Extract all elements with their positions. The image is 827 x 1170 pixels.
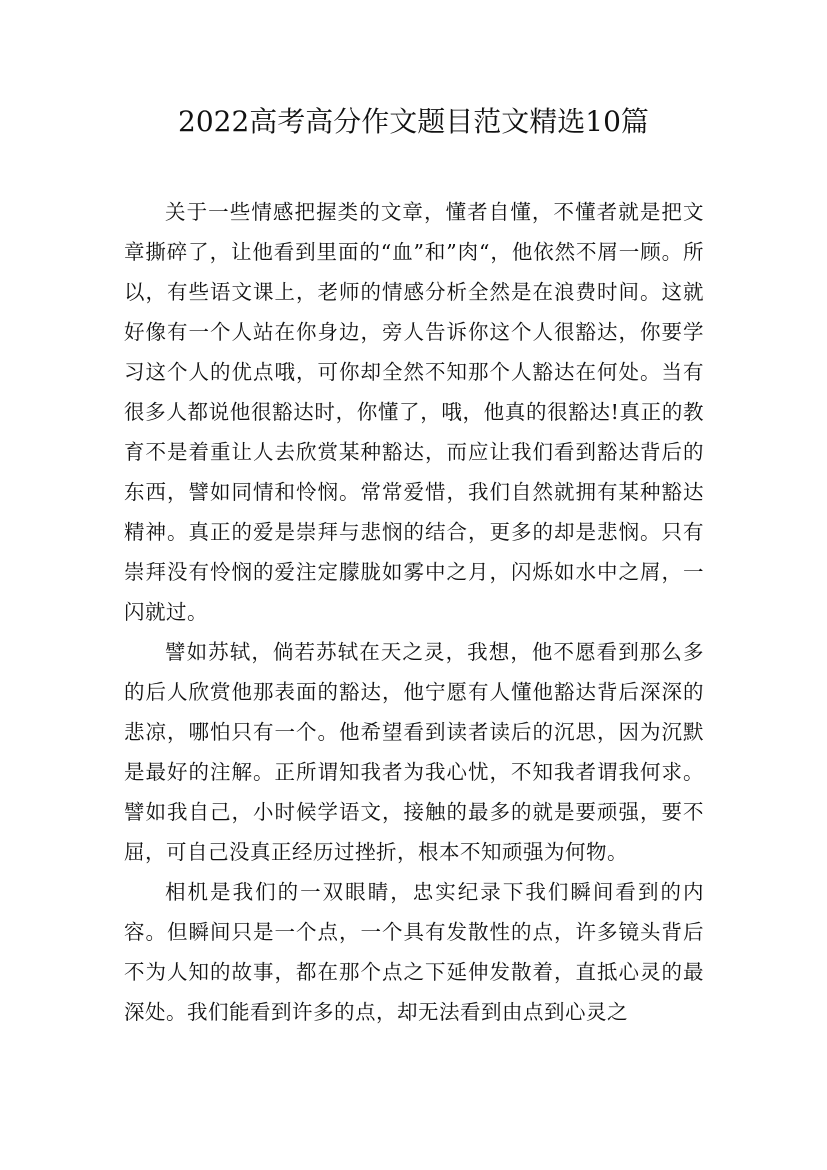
document-title: 2022高考高分作文题目范文精选10篇 xyxy=(178,105,649,138)
paragraph-2: 譬如苏轼，倘若苏轼在天之灵，我想，他不愿看到那么多的后人欣赏他那表面的豁达，他宁愿有人懂他豁达背后深深的悲凉，哪怕只有一个。他希望看到读者读后的沉思，因为沉默是最好的注解。正所谓知我者为我心忧，不知我者谓我何求。譬如我自己，小时候学语文，接触的最多的就是要顽强，要不屈，可自己没真正经历过挫折，根本不知顽强为何物。 xyxy=(124,640,704,864)
paragraph-1: 关于一些情感把握类的文章，懂者自懂，不懂者就是把文章撕碎了，让他看到里面的“血”和”肉“，他依然不屑一顾。所以，有些语文课上，老师的情感分析全然是在浪费时间。这就好像有一个人站在你身边，旁人告诉你这个人很豁达，你要学习这个人的优点哦，可你却全然不知那个人豁达在何处。当有很多人都说他很豁达时，你懂了，哦，他真的很豁达!真正的教育不是着重让人去欣赏某种豁达，而应让我们看到豁达背后的东西，譬如同情和怜悯。常常爱惜，我们自然就拥有某种豁达精神。真正的爱是崇拜与悲悯的结合，更多的却是悲悯。只有崇拜没有怜悯的爱注定朦胧如雾中之月，闪烁如水中之屑，一闪就过。 xyxy=(124,200,704,624)
document-body xyxy=(124,192,704,1032)
paragraph-3: 相机是我们的一双眼睛，忠实纪录下我们瞬间看到的内容。但瞬间只是一个点，一个具有发散性的点，许多镜头背后不为人知的故事，都在那个点之下延伸发散着，直抵心灵的最深处。我们能看到许多的点，却无法看到由点到心灵之 xyxy=(124,880,704,1024)
